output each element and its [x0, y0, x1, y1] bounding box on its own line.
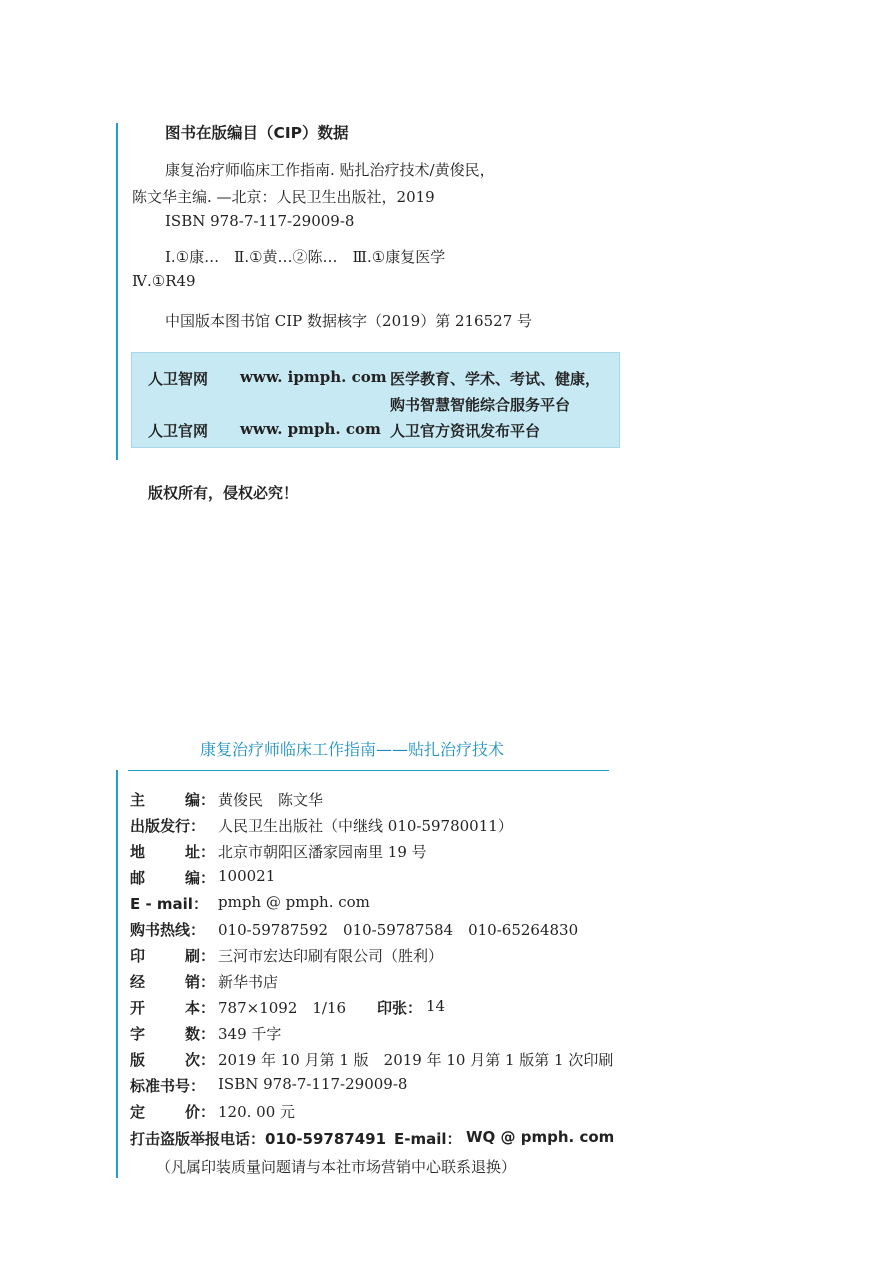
address-value: 北京市朝阳区潘家园南里 19 号	[218, 843, 427, 861]
site-url-ipmph[interactable]: www. ipmph. com	[240, 368, 387, 386]
format-value: 787×1092 1/16	[218, 999, 347, 1017]
copyright-notice: 版权所有，侵权必究！	[148, 484, 299, 502]
cip-classification-2: Ⅳ.①R49	[132, 272, 196, 290]
piracy-label: 打击盗版举报电话：	[130, 1130, 266, 1148]
margin-rule-bottom	[116, 770, 118, 1178]
piracy-email-label: E-mail：	[394, 1130, 462, 1148]
cip-line-2: 陈文华主编. —北京：人民卫生出版社，2019	[132, 188, 435, 206]
book-title: 康复治疗师临床工作指南——贴扎治疗技术	[200, 740, 505, 759]
editor-value: 黄俊民 陈文华	[218, 791, 324, 809]
cip-isbn: ISBN 978-7-117-29009-8	[165, 212, 355, 230]
site-name-ipmph: 人卫智网	[148, 370, 209, 388]
site-desc-pmph: 人卫官方资讯发布平台	[390, 422, 541, 440]
cip-classification-1: Ⅰ.①康… Ⅱ.①黄…②陈… Ⅲ.①康复医学	[165, 248, 446, 266]
website-info-box	[131, 352, 620, 448]
cip-record-number: 中国版本图书馆 CIP 数据核字（2019）第 216527 号	[165, 312, 533, 330]
piracy-email[interactable]: WQ @ pmph. com	[466, 1128, 615, 1146]
edition-value: 2019 年 10 月第 1 版 2019 年 10 月第 1 版第 1 次印刷	[218, 1051, 614, 1069]
site-desc-ipmph-a: 医学教育、学术、考试、健康，	[390, 370, 601, 388]
site-name-pmph: 人卫官网	[148, 422, 209, 440]
margin-rule-top	[116, 123, 118, 460]
words-value: 349 千字	[218, 1025, 282, 1043]
cip-line-1: 康复治疗师临床工作指南. 贴扎治疗技术/黄俊民，	[165, 161, 495, 179]
row-piracy	[130, 1128, 615, 1149]
site-desc-ipmph-b: 购书智慧智能综合服务平台	[390, 396, 571, 414]
sheets-label: 印张：	[377, 999, 423, 1017]
postcode-value: 100021	[218, 867, 276, 885]
quality-note: （凡属印装质量问题请与本社市场营销中心联系退换）	[156, 1158, 517, 1176]
distributor-value: 新华书店	[218, 973, 279, 991]
cip-title: 图书在版编目（CIP）数据	[165, 124, 349, 142]
printer-value: 三河市宏达印刷有限公司（胜利）	[218, 947, 444, 965]
title-rule	[128, 770, 609, 771]
email-value[interactable]: pmph @ pmph. com	[218, 893, 370, 911]
sheets-value: 14	[426, 997, 446, 1015]
isbn-value: ISBN 978-7-117-29009-8	[218, 1075, 408, 1093]
publisher-value: 人民卫生出版社（中继线 010-59780011）	[218, 817, 513, 835]
price-value: 120. 00 元	[218, 1103, 296, 1121]
site-url-pmph[interactable]: www. pmph. com	[240, 420, 381, 438]
piracy-phone: 010-59787491	[265, 1130, 387, 1148]
hotline-value: 010-59787592 010-59787584 010-65264830	[218, 921, 579, 939]
